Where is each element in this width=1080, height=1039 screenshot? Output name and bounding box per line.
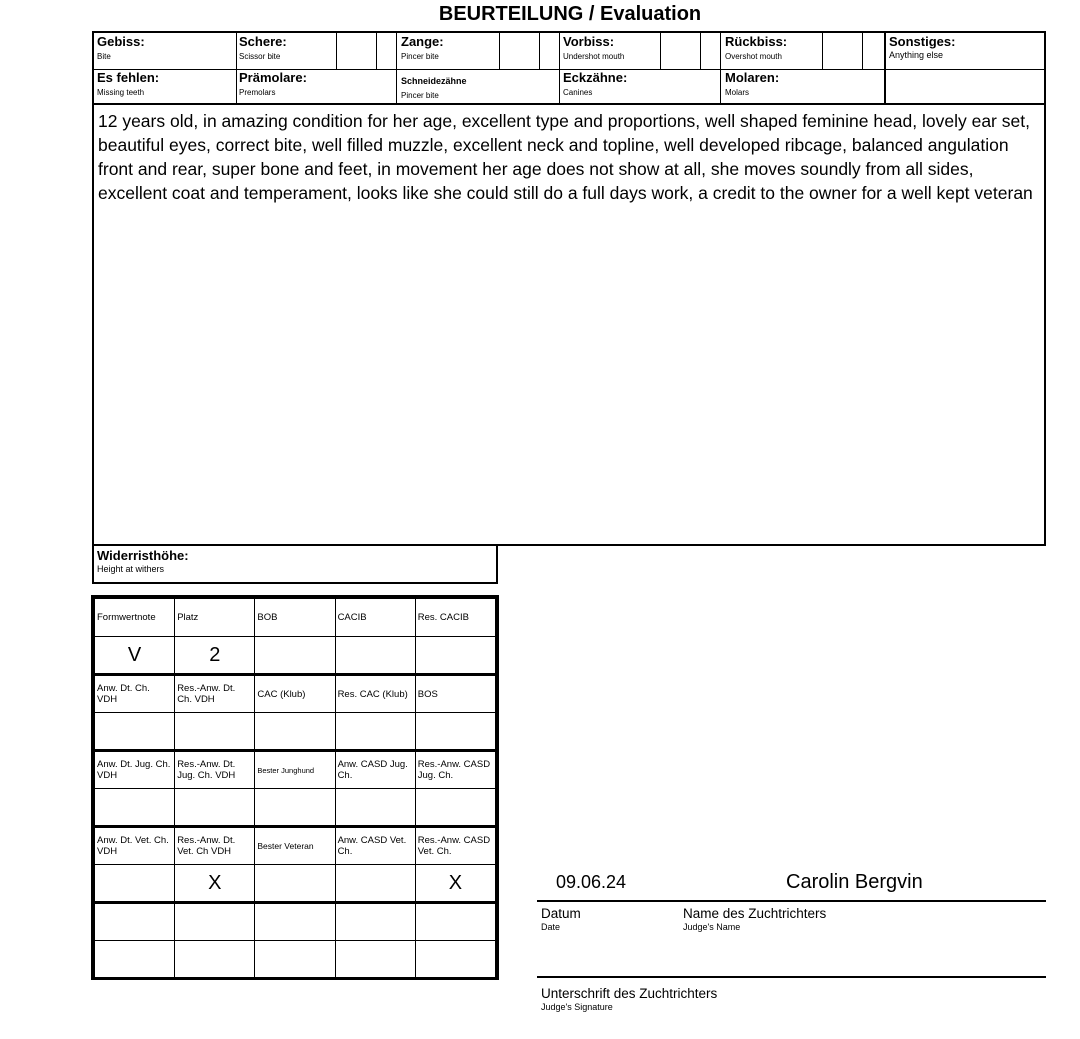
grid-cell xyxy=(415,789,495,827)
grid-cell xyxy=(255,713,335,751)
formwertnote-value: V xyxy=(95,637,175,675)
grid-row-extra xyxy=(95,903,496,941)
molaren-cell xyxy=(722,69,884,105)
schneidezaehne-sub: Pincer bite xyxy=(401,91,439,100)
eckzaehne-label: Eckzähne: xyxy=(563,70,628,85)
grid-cell: Anw. Dt. Ch. VDH xyxy=(95,675,175,713)
vorbiss-label: Vorbiss: xyxy=(563,34,615,49)
grid-cell xyxy=(335,789,415,827)
grid-row-values xyxy=(95,637,496,675)
rueckbiss-sub: Overshot mouth xyxy=(725,52,782,61)
grid-cell: Res.-Anw. Dt. Ch. VDH xyxy=(175,675,255,713)
grid-cell: Res. CAC (Klub) xyxy=(335,675,415,713)
schere-cell xyxy=(236,33,336,69)
grid-row-values xyxy=(95,789,496,827)
res-casd-vet-mark: X xyxy=(415,865,495,903)
es-fehlen-cell xyxy=(94,69,236,105)
grid-cell: Anw. CASD Jug. Ch. xyxy=(335,751,415,789)
grid-cell xyxy=(95,789,175,827)
es-fehlen-sub: Missing teeth xyxy=(97,88,145,97)
grid-cell xyxy=(255,903,335,941)
sonstiges-sub: Anything else xyxy=(889,50,944,60)
grid-cell: Bester Junghund xyxy=(255,751,335,789)
grid-cell: Formwertnote xyxy=(95,599,175,637)
date-value: 09.06.24 xyxy=(556,872,627,892)
eckzaehne-sub: Canines xyxy=(563,88,593,97)
praemolare-sub: Premolars xyxy=(239,88,276,97)
rueckbiss-cell xyxy=(722,33,822,69)
molaren-sub: Molars xyxy=(725,88,750,97)
judge-name-label xyxy=(683,906,826,932)
grid-cell: Anw. Dt. Jug. Ch. VDH xyxy=(95,751,175,789)
grid-cell xyxy=(95,903,175,941)
grid-cell xyxy=(255,941,335,979)
grid-cell xyxy=(415,713,495,751)
date-label-text: Datum xyxy=(541,906,581,921)
grid-cell xyxy=(175,713,255,751)
vorbiss-cell xyxy=(560,33,660,69)
grid-cell: BOS xyxy=(415,675,495,713)
grid-cell xyxy=(175,903,255,941)
bite-table xyxy=(92,31,1046,105)
grid-cell xyxy=(255,865,335,903)
grid-cell: Anw. CASD Vet. Ch. xyxy=(335,827,415,865)
judge-name-label-sub: Judge's Name xyxy=(683,922,741,932)
res-vet-vdh-mark: X xyxy=(175,865,255,903)
praemolare-label: Prämolare: xyxy=(239,70,307,85)
grid-row-values xyxy=(95,865,496,903)
grid-row-extra xyxy=(95,941,496,979)
zange-label: Zange: xyxy=(401,34,444,49)
grid-row-titles xyxy=(95,751,496,789)
grid-cell xyxy=(335,903,415,941)
zange-cell xyxy=(398,33,498,69)
grid-row-titles xyxy=(95,675,496,713)
zange-sub: Pincer bite xyxy=(401,52,439,61)
divider xyxy=(537,976,1046,978)
grid-cell: Res.-Anw. CASD Jug. Ch. xyxy=(415,751,495,789)
grid-cell xyxy=(335,637,415,675)
grid-cell xyxy=(95,941,175,979)
withers-cell xyxy=(92,546,498,584)
signature-label-sub: Judge's Signature xyxy=(541,1002,613,1012)
grid-cell xyxy=(255,637,335,675)
grid-cell: BOB xyxy=(255,599,335,637)
grid-cell: CAC (Klub) xyxy=(255,675,335,713)
grid-cell xyxy=(335,713,415,751)
grid-cell xyxy=(415,941,495,979)
praemolare-cell xyxy=(236,69,398,105)
vorbiss-sub: Undershot mouth xyxy=(563,52,625,61)
schere-sub: Scissor bite xyxy=(239,52,281,61)
grid-cell xyxy=(255,789,335,827)
grid-cell xyxy=(415,903,495,941)
grid-cell: Bester Veteran xyxy=(255,827,335,865)
judge-name-value: Carolin Bergvin xyxy=(786,871,923,893)
sonstiges-cell xyxy=(884,33,1046,105)
grid-cell xyxy=(95,713,175,751)
gebiss-cell xyxy=(94,33,236,69)
platz-value: 2 xyxy=(175,637,255,675)
grid-cell xyxy=(335,865,415,903)
grid-cell: Anw. Dt. Vet. Ch. VDH xyxy=(95,827,175,865)
sonstiges-label: Sonstiges: xyxy=(889,34,956,49)
evaluation-text: 12 years old, in amazing condition for her age, excellent type and proportions, well shaped feminine head, lovely ear set, beautiful eyes, correct bite, well filled muzzle, excellent neck and topline, well developed ribcage, balanced angulation front and rear, super bone and feet, in movement her age does not show at all, she moves soundly from all sides, excellent coat and temperament, looks like she could still do a full days work, a credit to the owner for a well kept veteran xyxy=(92,105,1046,546)
molaren-label: Molaren: xyxy=(725,70,780,85)
grid-cell: Res. CACIB xyxy=(415,599,495,637)
schere-label: Schere: xyxy=(239,34,287,49)
grid-cell xyxy=(175,789,255,827)
signature-label xyxy=(541,986,717,1012)
schneidezaehne-label: Schneidezähne xyxy=(401,76,467,86)
page-title: BEURTEILUNG / Evaluation xyxy=(438,3,702,25)
grid-cell: Res.-Anw. Dt. Vet. Ch VDH xyxy=(175,827,255,865)
grading-grid xyxy=(91,595,499,980)
date-label xyxy=(541,906,581,932)
signature-label-text: Unterschrift des Zuchtrichters xyxy=(541,986,718,1001)
grid-cell xyxy=(335,941,415,979)
judge-name-label-text: Name des Zuchtrichters xyxy=(683,906,827,921)
grid-cell xyxy=(415,637,495,675)
divider xyxy=(537,900,1046,902)
schneidezaehne-cell xyxy=(398,69,560,105)
es-fehlen-label: Es fehlen: xyxy=(97,70,160,85)
grid-cell xyxy=(175,941,255,979)
grid-row-titles xyxy=(95,599,496,637)
grid-cell: Res.-Anw. CASD Vet. Ch. xyxy=(415,827,495,865)
grid-cell xyxy=(95,865,175,903)
grid-cell: Res.-Anw. Dt. Jug. Ch. VDH xyxy=(175,751,255,789)
date-label-sub: Date xyxy=(541,922,561,932)
withers-label: Widerristhöhe: xyxy=(97,548,189,563)
grid-cell: CACIB xyxy=(335,599,415,637)
gebiss-label: Gebiss: xyxy=(97,34,145,49)
withers-sub: Height at withers xyxy=(97,564,165,574)
grid-row-values xyxy=(95,713,496,751)
grid-row-titles xyxy=(95,827,496,865)
grid-cell: Platz xyxy=(175,599,255,637)
gebiss-sub: Bite xyxy=(97,52,111,61)
eckzaehne-cell xyxy=(560,69,722,105)
rueckbiss-label: Rückbiss: xyxy=(725,34,788,49)
